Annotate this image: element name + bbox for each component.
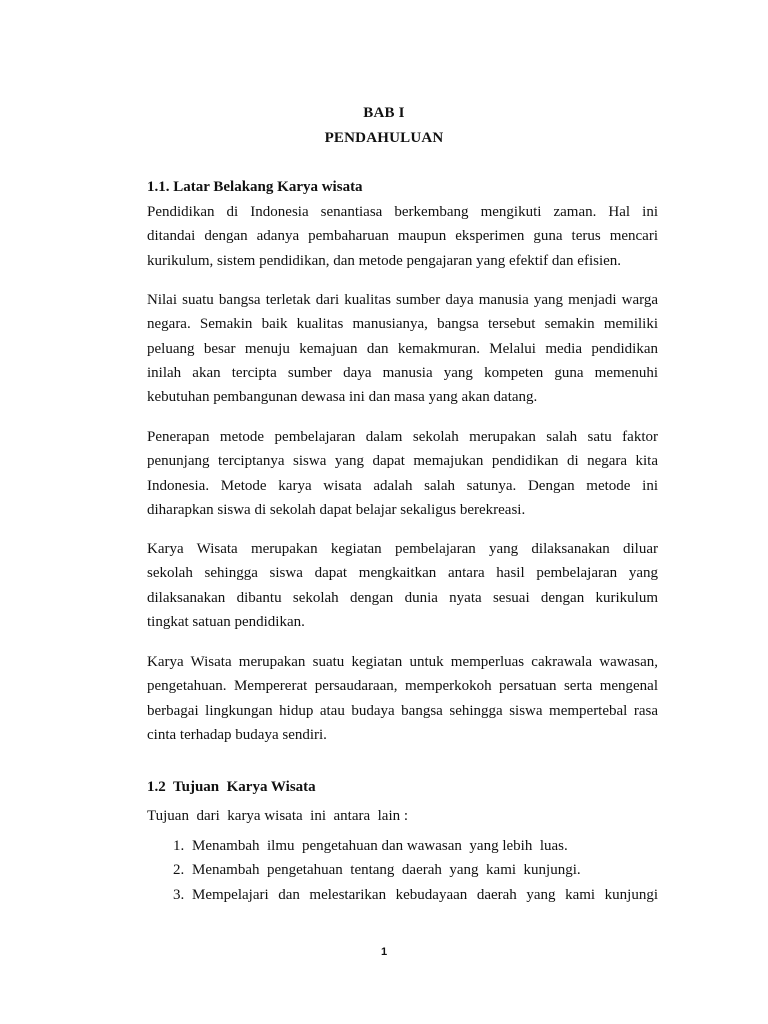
list-intro: Tujuan dari karya wisata ini antara lain : <box>147 808 409 824</box>
paragraph-line: diharapkan siswa di sekolah dapat belajar sekaligus berekreasi. <box>147 501 526 518</box>
paragraph-4 <box>147 537 658 634</box>
paragraph-line: cinta terhadap budaya sendiri. <box>147 726 327 743</box>
list-item-text: Menambah ilmu pengetahuan dan wawasan yang lebih luas. <box>192 838 568 854</box>
paragraph-line: Nilai suatu bangsa terletak dari kualitas sumber daya manusia yang menjadi warga <box>147 292 658 308</box>
chapter-number: BAB I <box>363 105 405 121</box>
paragraph-2 <box>147 288 658 409</box>
objectives-list <box>173 834 658 907</box>
list-item-number: 2. <box>173 862 185 879</box>
paragraph-line: dilaksanakan dibantu sekolah dengan dunia nyata sesuai dengan kurikulum <box>147 589 658 606</box>
list-item-text: Mempelajari dan melestarikan kebudayaan daerah yang kami kunjungi <box>192 886 658 903</box>
list-item-number: 3. <box>173 886 185 903</box>
list-item-number: 1. <box>173 838 185 854</box>
paragraph-line: inilah akan tercipta sumber daya manusia yang kompeten guna memenuhi <box>147 364 658 381</box>
list-item <box>173 883 658 907</box>
paragraph-line: pengetahuan. Mempererat persaudaraan, memperkokoh persatuan serta mengenal <box>147 678 658 695</box>
list-item-text: Menambah pengetahuan tentang daerah yang kami kunjungi. <box>192 862 581 879</box>
list-item <box>173 834 658 858</box>
paragraph-line: kebutuhan pembangunan dewasa ini dan masa yang akan datang. <box>147 389 538 406</box>
section-heading-latar-belakang: 1.1. Latar Belakang Karya wisata <box>147 179 363 195</box>
paragraph-line: Pendidikan di Indonesia senantiasa berkembang mengikuti zaman. Hal ini <box>147 204 658 220</box>
page-number: 1 <box>380 946 388 958</box>
paragraph-line: kurikulum, sistem pendidikan, dan metode pengajaran yang efektif dan efisien. <box>147 252 622 269</box>
paragraph-line: Penerapan metode pembelajaran dalam sekolah merupakan salah satu faktor <box>147 429 658 445</box>
section-heading-tujuan: 1.2 Tujuan Karya Wisata <box>147 779 316 795</box>
paragraph-line: Indonesia. Metode karya wisata adalah salah satunya. Dengan metode ini <box>147 477 658 494</box>
paragraph-5 <box>147 650 658 747</box>
paragraph-line: penunjang terciptanya siswa yang dapat memajukan pendidikan di negara kita <box>147 453 658 470</box>
paragraph-line: berbagai lingkungan hidup atau budaya bangsa sehingga siswa mempertebal rasa <box>147 702 658 719</box>
paragraph-1 <box>147 200 658 273</box>
paragraph-line: Karya Wisata merupakan suatu kegiatan untuk memperluas cakrawala wawasan, <box>147 654 658 670</box>
paragraph-line: ditandai dengan adanya pembaharuan maupun eksperimen guna terus mencari <box>147 228 658 245</box>
list-item <box>173 858 658 882</box>
paragraph-line: peluang besar menuju kemajuan dan kemakmuran. Melalui media pendidikan <box>147 340 658 357</box>
paragraph-line: tingkat satuan pendidikan. <box>147 613 305 630</box>
chapter-title: PENDAHULUAN <box>324 130 444 146</box>
paragraph-line: Karya Wisata merupakan kegiatan pembelajaran yang dilaksanakan diluar <box>147 541 658 557</box>
paragraph-3 <box>147 425 658 522</box>
paragraph-line: negara. Semakin baik kualitas manusianya, bangsa tersebut semakin memiliki <box>147 316 658 333</box>
paragraph-line: sekolah sehingga siswa dapat mengkaitkan antara hasil pembelajaran yang <box>147 565 658 582</box>
